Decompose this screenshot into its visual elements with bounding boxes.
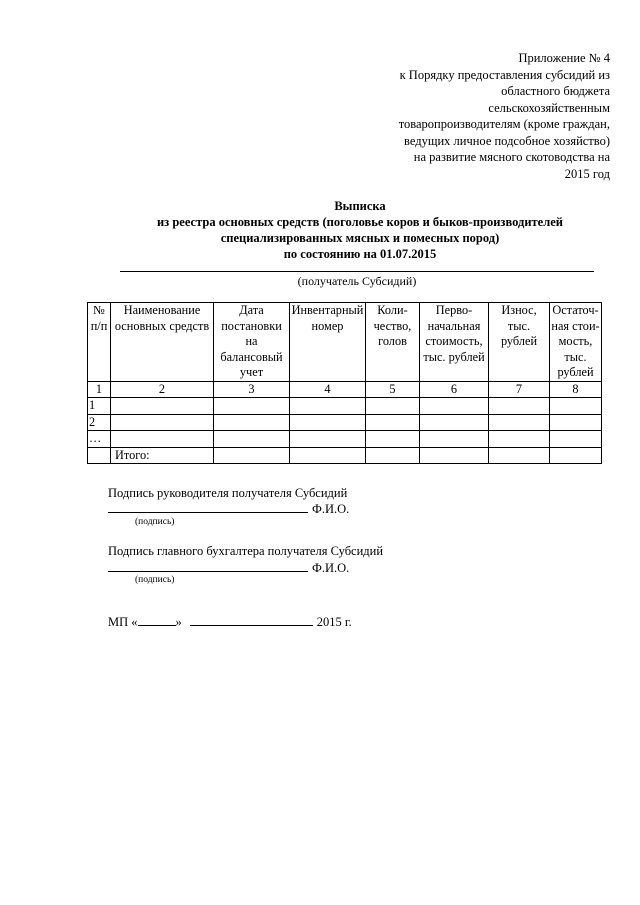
appendix-line: ведущих личное подсобное хозяйство) — [404, 133, 610, 148]
stamp-date-line — [108, 613, 352, 630]
col-header-inventory: Инвентарный номер — [290, 303, 366, 382]
col-header-quantity: Коли-чество, голов — [366, 303, 420, 382]
accountant-signature-caption: (подпись) — [135, 575, 175, 585]
title-line: по состоянию на 01.07.2015 — [283, 247, 437, 261]
header-row — [88, 303, 602, 382]
column-number: 4 — [290, 381, 366, 398]
table-cell — [420, 431, 489, 448]
table-cell — [366, 398, 420, 415]
table-cell — [290, 414, 366, 431]
col-header-residual-cost: Остаточ-ная стои-мость, тыс. рублей — [551, 303, 600, 379]
accountant-signature-line-row — [108, 559, 349, 576]
table-cell — [290, 431, 366, 448]
table-cell — [214, 414, 290, 431]
row-label: … — [88, 431, 111, 448]
head-signature-line — [108, 500, 308, 513]
table-cell — [489, 398, 550, 415]
col-header-initial-cost: Перво-начальная стоимость, тыс. рублей — [420, 303, 489, 382]
column-number: 8 — [550, 381, 602, 398]
table-cell — [550, 398, 602, 415]
column-number-row — [88, 381, 602, 398]
appendix-line: областного бюджета — [501, 84, 610, 98]
appendix-line: на развитие мясного скотоводства на — [413, 150, 610, 164]
accountant-fio-label: Ф.И.О. — [312, 561, 350, 575]
appendix-line: Приложение № 4 — [518, 51, 610, 65]
col-header-number: № п/п — [88, 303, 111, 382]
table-row — [88, 398, 602, 415]
appendix-header — [350, 50, 610, 182]
head-signature-line-row — [108, 500, 349, 517]
table-cell — [420, 398, 489, 415]
column-number: 6 — [420, 381, 489, 398]
table-cell — [366, 447, 420, 464]
accountant-signature-line — [108, 559, 308, 572]
table-cell — [366, 431, 420, 448]
table-cell — [111, 431, 214, 448]
table-cell — [111, 414, 214, 431]
column-number: 1 — [88, 381, 111, 398]
column-number: 2 — [111, 381, 214, 398]
head-signature-caption: (подпись) — [135, 517, 175, 527]
row-label: 1 — [88, 398, 111, 415]
table-cell — [214, 431, 290, 448]
head-signature-title: Подпись руководителя получателя Субсидий — [108, 486, 348, 500]
title-line: Выписка — [334, 199, 386, 213]
col-header-name: Наименование основных средств — [111, 303, 214, 382]
table-cell — [550, 431, 602, 448]
recipient-blank-line — [120, 271, 594, 272]
title-line: специализированных мясных и помесных пород) — [220, 231, 500, 245]
table-cell — [290, 398, 366, 415]
column-number: 5 — [366, 381, 420, 398]
col-header-date: Дата постановки на балансовый учет — [214, 303, 290, 382]
table-cell — [111, 398, 214, 415]
table-cell — [290, 447, 366, 464]
appendix-line: сельскохозяйственным — [488, 100, 610, 115]
title-line: из реестра основных средств (поголовье коров и быков-производителей — [156, 215, 563, 229]
registry-table — [87, 302, 602, 464]
recipient-caption: (получатель Субсидий) — [297, 274, 417, 288]
table-row — [88, 414, 602, 431]
quote-close: » — [175, 615, 182, 629]
table-cell — [489, 414, 550, 431]
table-cell — [420, 447, 489, 464]
table-cell — [550, 447, 602, 464]
table-cell — [489, 431, 550, 448]
accountant-signature-title: Подпись главного бухгалтера получателя Субсидий — [108, 544, 384, 558]
column-number: 7 — [489, 381, 550, 398]
appendix-line: товаропроизводителям (кроме граждан, — [398, 117, 610, 131]
table-row — [88, 431, 602, 448]
total-label: Итого: — [111, 447, 214, 464]
appendix-line: к Порядку предоставления субсидий из — [399, 67, 610, 82]
day-blank — [138, 613, 176, 626]
table-cell — [550, 414, 602, 431]
stamp-year: 2015 г. — [316, 615, 352, 629]
table-cell — [88, 447, 111, 464]
column-number: 3 — [214, 381, 290, 398]
col-header-depreciation: Износ, тыс. рублей — [489, 303, 550, 382]
table-cell — [214, 398, 290, 415]
table-cell — [489, 447, 550, 464]
stamp-prefix: МП « — [108, 615, 138, 629]
table-cell — [420, 414, 489, 431]
appendix-line: 2015 год — [564, 166, 610, 181]
head-fio-label: Ф.И.О. — [312, 502, 350, 516]
month-blank — [190, 613, 313, 626]
total-row — [88, 447, 602, 464]
document-title — [120, 198, 600, 262]
table-cell — [214, 447, 290, 464]
row-label: 2 — [88, 414, 111, 431]
table-cell — [366, 414, 420, 431]
